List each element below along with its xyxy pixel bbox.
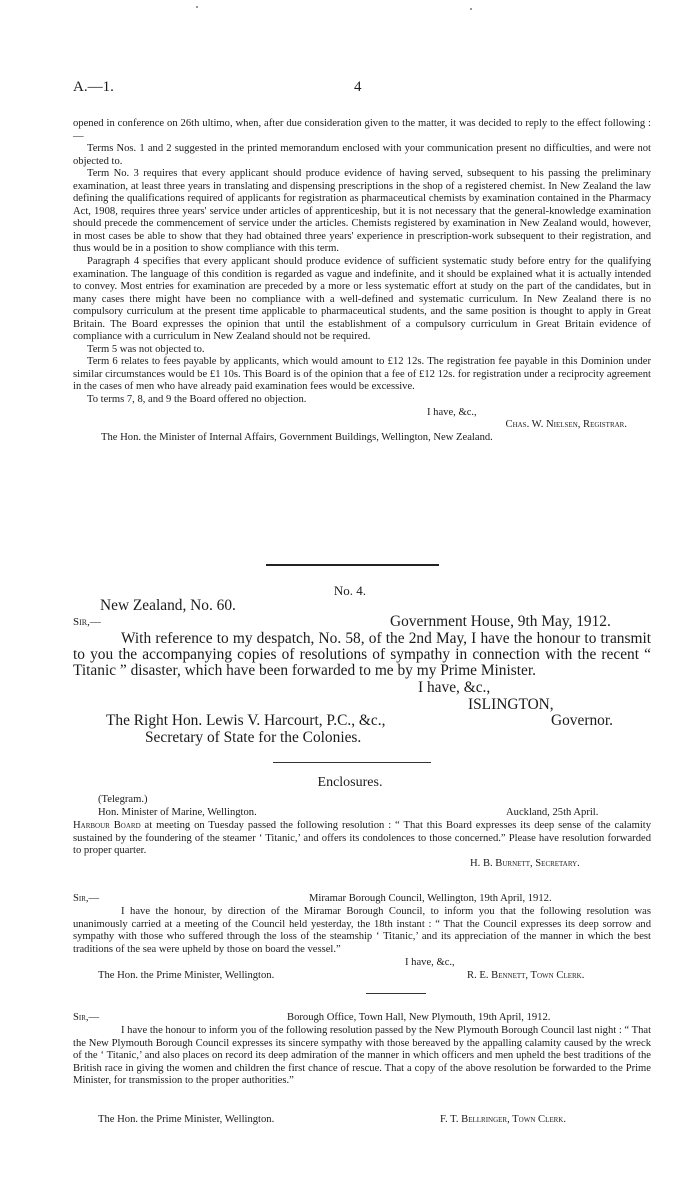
report-signature: Chas. W. Nielsen, Registrar.	[505, 419, 627, 431]
despatch-reference: New Zealand, No. 60.	[100, 597, 236, 614]
telegram-body-lead: Harbour Board	[73, 820, 141, 831]
scan-mark	[196, 6, 198, 8]
scan-mark	[470, 8, 472, 10]
report-paragraph: To terms 7, 8, and 9 the Board offered no objection.	[87, 394, 307, 406]
new-plymouth-body	[73, 1025, 651, 1088]
telegram-label: (Telegram.)	[98, 794, 148, 805]
miramar-place-date: Miramar Borough Council, Wellington, 19th April, 1912.	[309, 893, 552, 904]
report-paragraph: Terms Nos. 1 and 2 suggested in the printed memorandum enclosed with your communication present no difficulties, and were not objected to.	[73, 143, 651, 167]
despatch-signer-name: ISLINGTON,	[468, 696, 554, 713]
report-addressee: The Hon. the Minister of Internal Affairs, Government Buildings, Wellington, New Zealand.	[101, 431, 493, 443]
telegram-recipient: Hon. Minister of Marine, Wellington.	[98, 807, 257, 818]
telegram-place-date: Auckland, 25th April.	[506, 807, 599, 818]
new-plymouth-place-date: Borough Office, Town Hall, New Plymouth, 19th April, 1912.	[287, 1012, 551, 1023]
page-number: 4	[354, 79, 362, 95]
new-plymouth-body-text: I have the honour to inform you of the following resolution passed by the New Plymouth Borough Council last night : “ That the New Plymouth Borough Council expresses its sincere sympathy with those bereaved by the appalling calamity caused by the wreck of the ‘ Titanic,’ and also places on record its deep admiration of the manner in which officers and men upheld the best traditions of the British race in giving the women and children the first chance of rescue. That a copy of the above resolution be forwarded to the Prime Minister, for transmission to the proper authorities.”	[73, 1025, 652, 1087]
registrar-report	[73, 118, 651, 444]
miramar-signature: R. E. Bennett, Town Clerk.	[467, 970, 585, 981]
telegram-body	[73, 820, 651, 858]
telegram-signature: H. B. Burnett, Secretary.	[470, 858, 580, 869]
report-paragraph: Term 5 was not objected to.	[87, 343, 205, 355]
miramar-salutation: Sir,—	[73, 893, 100, 904]
miramar-body	[73, 906, 651, 956]
despatch-closing: I have, &c.,	[418, 679, 491, 696]
telegram-body-text: at meeting on Tuesday passed the following resolution : “ That this Board expresses its deep sense of the calamity sustained by the foundering of the steamer ‘ Titanic,’ and offers its condolences to those concerned.” Please have resolution forwarded to proper quarter.	[73, 820, 652, 857]
despatch-addressee: The Right Hon. Lewis V. Harcourt, P.C., &c.,	[106, 712, 386, 729]
new-plymouth-salutation: Sir,—	[73, 1012, 100, 1023]
despatch-signer-title: Governor.	[551, 712, 613, 729]
new-plymouth-signature: F. T. Bellringer, Town Clerk.	[440, 1114, 567, 1125]
report-closing: I have, &c.,	[427, 406, 477, 418]
section-divider	[266, 564, 439, 566]
new-plymouth-addressee: The Hon. the Prime Minister, Wellington.	[98, 1114, 275, 1125]
despatch-body	[73, 631, 651, 680]
section-code: A.—1.	[73, 79, 114, 95]
report-paragraph: Term 6 relates to fees payable by applicants, which would amount to £12 12s. The registration fee payable in this Dominion under similar circumstances would be £1 10s. This Board is of the opinion that a fee of £12 12s. for registration under a reciprocity agreement in the cases of men who have already paid examination fees would be excessive.	[73, 356, 651, 393]
section-divider	[273, 762, 431, 763]
section-divider	[366, 993, 426, 994]
despatch-addressee-office: Secretary of State for the Colonies.	[145, 729, 362, 746]
despatch-salutation: Sir,—	[73, 616, 101, 628]
miramar-addressee: The Hon. the Prime Minister, Wellington.	[98, 970, 275, 981]
despatch-place-date: Government House, 9th May, 1912.	[390, 613, 611, 630]
miramar-body-text: I have the honour, by direction of the Miramar Borough Council, to inform you that the following resolution was unanimously carried at a meeting of the Council held yesterday, the 18th instant : “ That the Council expresses its deep sorrow and sympathy with those who suffered through the loss of the steamship ‘ Titanic,’ and its appreciation of the manner in which the best traditions of the sea were upheld by those on board the vessel.”	[73, 906, 651, 955]
report-paragraph: opened in conference on 26th ultimo, when, after due consideration given to the matter, it was decided to reply to the effect following :—	[73, 118, 651, 142]
report-paragraph: Term No. 3 requires that every applicant should produce evidence of having served, subsequent to his passing the preliminary examination, at least three years in translating and dispensing prescriptions in the shop of a registered chemist. In New Zealand the law defining the qualifications required of applicants for registration as pharmaceutical chemists by examination contained in the Pharmacy Act, 1908, requires three years' service under articles of apprenticeship, but it is not necessary that the general-knowledge examination should precede the commencement of service under the articles. Chemists registered by examination in New Zealand would, however, in most cases be able to show that they had obtained three years' experience in prescription-work subsequent to their registration, and thus would be in a position to show compliance with this term.	[73, 168, 651, 255]
enclosures-heading: Enclosures.	[317, 775, 383, 790]
despatch-number-heading: No. 4.	[333, 583, 367, 598]
report-paragraph: Paragraph 4 specifies that every applicant should produce evidence of sufficient systematic study before entry for the qualifying examination. The language of this condition is regarded as vague and indefinite, and it should be explained what it is actually intended to convey. Most entries for examination are preceded by a more or less systematic effort at study on the part of the candidates, but in many cases there might have been no compliance with a well-defined and systematic curriculum. In New Zealand there is no compulsory curriculum at the present time applicable to pharmaceutical students, and the same position is thought to apply in Great Britain. The Board expresses the opinion that until the establishment of a compulsory curriculum in Great Britain evidence of compliance with a curriculum in New Zealand should not be required.	[73, 256, 651, 343]
miramar-closing: I have, &c.,	[405, 957, 455, 968]
despatch-body-text: With reference to my despatch, No. 58, of the 2nd May, I have the honour to transmit to you the accompanying copies of resolutions of sympathy in connection with the recent “ Titanic ” disaster, which have been forwarded to me by my Prime Minister.	[73, 630, 651, 680]
